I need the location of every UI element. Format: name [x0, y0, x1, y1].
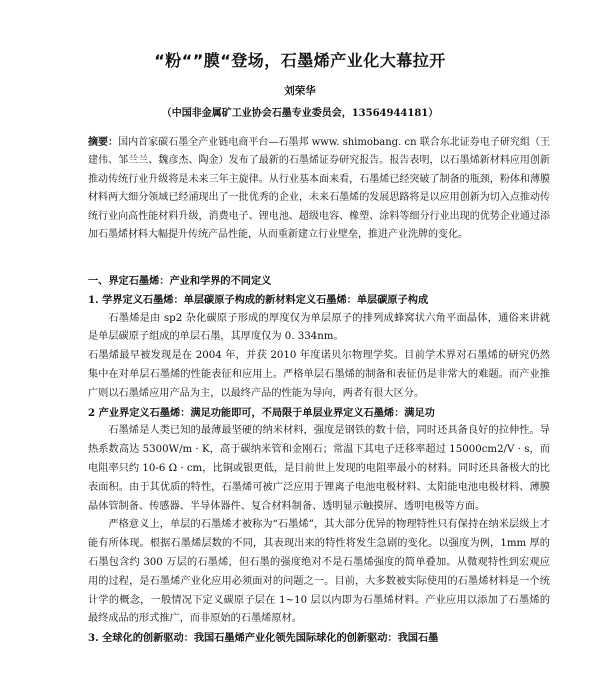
subsection-heading-3: 3. 全球化的创新驱动：我国石墨烯产业化领先国际球化的创新驱动：我国石墨	[88, 632, 439, 645]
subsection-heading-1: 1. 学界定义石墨烯：单层碳原子构成的新材料定义石墨烯：单层碳原子构成	[88, 293, 429, 306]
author-name: 刘荣华	[284, 85, 316, 97]
paragraph-2: 石墨烯最早被发现是在 2004 年，并获 2010 年度诺贝尔物理学奖。目前学术界对石墨烯的研究仍然集中在对单层石墨烯的性能表征和应用上。严格单层石墨烯的制备和表征仍是非常大的难题。而产业推广则以石墨烯应用产品为主，以最终产品的性能为导向，两者有很大区分。	[88, 350, 550, 399]
paragraph-3: 石墨烯是人类已知的最薄最坚硬的纳米材料，强度是钢铁的数十倍，同时还具备良好的拉伸性。导热系数高达 5300W/m · K，高于碳纳米管和金刚石；常温下其电子迁移率超过 15000cm2/V · s，而电阻率只约 10-6 Ω · cm，比铜或银更低，是目前世上发现的电阻率最小的材料。同时还具备极大的比表面积。由于其优质的特性，石墨烯可被广泛应用于锂离子电池电极材料、太阳能电池电极材料、薄膜晶体管制备、传感器、半导体器件、复合材料制备、透明显示触摸屏、透明电极等方面。	[88, 425, 550, 512]
section-heading: 一、界定石墨烯：产业和学界的不同定义	[88, 275, 272, 287]
document-title: “粉“”膜“登场，石墨烯产业化大幕拉开	[154, 51, 446, 70]
abstract-text: 国内首家碳石墨全产业链电商平台—石墨邦 www. shimobang. cn 联合东北证券电子研究组（王建伟、邹兰兰、魏彦杰、陶金）发布了最新的石墨烯证券研究报告。报告表明，以石墨烯新材料应用创新推动传统行业升级将是未来三年主旋律。从行业基本面来看，石墨烯已经突破了制备的瓶颈，粉体和薄膜材料两大细分领域已经涌现出了一批优秀的企业，未来石墨烯的发展思路将是以应用创新为切入点推动传统行业向高性能材料升级，消费电子、锂电池、超级电容、橡塑、涂料等细分行业出现的优势企业通过添加石墨烯材料大幅提升传统产品性能，从而重新建立行业壁垒，推进产业洗牌的变化。	[88, 137, 550, 241]
abstract	[88, 134, 550, 244]
subsection-heading-2: 2 产业界定义石墨烯：满足功能即可，不局限于单层业界定义石墨烯：满足功	[88, 406, 435, 419]
paragraph-4: 严格意义上，单层的石墨烯才被称为“石墨烯”，其大部分优异的物理特性只有保持在纳米层级上才能有所体现。根据石墨烯层数的不同，其表现出来的特性将发生急剧的变化。以强度为例，1mm 厚的石墨包含约 300 万层的石墨烯，但石墨的强度绝对不是石墨烯强度的简单叠加。从微观特性到宏观应用的过程，是石墨烯产业化应用必须面对的问题之一。目前，大多数被实际使用的石墨烯材料是一个统计学的概念，一般情况下定义碳原子层在 1~10 层以内即为石墨烯材料。产业应用以添加了石墨烯的最终成品的形式推广，而非原始的石墨烯原材。	[88, 519, 550, 625]
abstract-label: 摘要：	[88, 137, 119, 148]
author-affiliation: （中国非金属矿工业协会石墨专业委员会，13564944181）	[161, 108, 439, 119]
article-body	[88, 272, 550, 648]
paragraph-1: 石墨烯是由 sp2 杂化碳原子形成的厚度仅为单层原子的排列成蜂窝状六角平面晶体，通俗来讲就是单层碳原子组成的单层石墨，其厚度仅为 0. 334nm。	[88, 312, 550, 343]
